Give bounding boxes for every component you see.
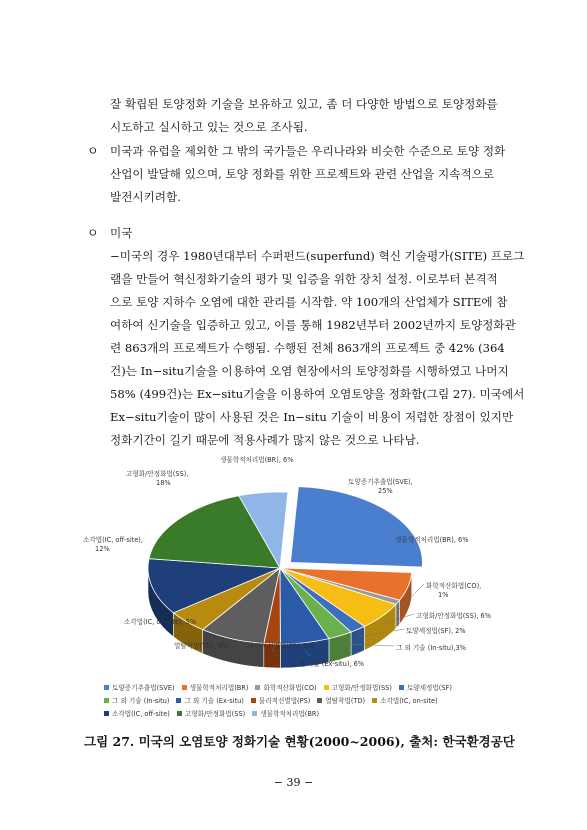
legend-swatch-icon xyxy=(176,698,181,703)
legend-label: 고형화/안정화법(SS) xyxy=(331,684,392,692)
paragraph-line: 정화기간이 길기 때문에 적용사례가 많지 않은 것으로 나타남. xyxy=(110,433,420,447)
legend-label: 그 외 기술 (In-situ) xyxy=(112,697,170,705)
slice-label: 생물학적처리법(BR), 6% xyxy=(395,536,469,544)
paragraph-line: 으로 토양 지하수 오염에 대한 관리를 시작함. 약 100개의 산업체가 SITE에 참 xyxy=(110,295,508,309)
legend-swatch-icon xyxy=(104,698,109,703)
legend-row xyxy=(104,682,459,695)
legend-swatch-icon xyxy=(255,685,260,690)
legend-item xyxy=(104,682,175,692)
paragraph-line: 산업이 발달해 있으며, 토양 정화를 위한 프로젝트와 관련 산업을 지속적으로 xyxy=(110,167,495,181)
legend-row xyxy=(104,708,459,721)
pie-slice xyxy=(290,487,422,567)
slice-label: 화학적산화법(CO), 1% xyxy=(426,582,482,599)
legend-swatch-icon xyxy=(399,685,404,690)
slice-label: 물리적선별법(PS), 2% xyxy=(248,642,315,650)
legend-label: 토양세정법(SF) xyxy=(406,684,452,692)
slice-label: 소각법(IC, off-site), 12% xyxy=(83,536,143,553)
legend-swatch-icon xyxy=(317,698,322,703)
legend-row xyxy=(104,695,459,708)
legend-swatch-icon xyxy=(252,711,257,716)
legend-item xyxy=(177,708,245,718)
legend-item xyxy=(182,682,249,692)
paragraph-line: −미국의 경우 1980년대부터 수퍼펀드(superfund) 혁신 기술평가(SITE) 프로그 xyxy=(110,249,525,263)
legend-label: 생물학적처리법(BR) xyxy=(189,684,249,692)
legend-label: 토양증기추출법(SVE) xyxy=(112,684,175,692)
slice-label: 생물학적처리법(BR), 6% xyxy=(220,456,294,464)
legend-label: 생물학적처리법(BR) xyxy=(260,710,320,718)
legend-swatch-icon xyxy=(251,698,256,703)
paragraph-line: 시도하고 실시하고 있는 것으로 조사됨. xyxy=(110,120,308,134)
bullet-circle-icon: ㅇ xyxy=(87,226,99,240)
paragraph-line: 램을 만들어 혁신정화기술의 평가 및 입증을 위한 장치 설정. 이로부터 본격적 xyxy=(110,272,498,286)
slice-label: 열탈착법(TD), 8% xyxy=(174,642,229,650)
paragraph-line: 련 863개의 프로젝트가 수행됨. 수행된 전체 863개의 프로젝트 중 42% (364 xyxy=(110,341,505,355)
legend-item xyxy=(252,708,319,718)
legend-label: 그 외 기술 (Ex-situ) xyxy=(184,697,244,705)
section-heading: 미국 xyxy=(110,226,133,240)
figure-caption: 그림 27. 미국의 오염토양 정화기술 현황(2000~2006), 출처: 한국환경공단 xyxy=(84,734,515,749)
slice-label: 그 외 기술 (In-situ),3% xyxy=(396,644,467,652)
slice-label: 소각법(IC, on-site), 5% xyxy=(124,618,197,626)
legend-label: 열탈착법(TD) xyxy=(325,697,366,705)
legend-label: 화학적산화법(CO) xyxy=(263,684,317,692)
legend-swatch-icon xyxy=(104,685,109,690)
legend-swatch-icon xyxy=(104,711,109,716)
paragraph-line: 미국과 유럽을 제외한 그 밖의 국가들은 우리나라와 비슷한 수준으로 토양 정화 xyxy=(110,144,506,158)
paragraph-line: 건)는 In−situ기술을 이용하여 오염 현장에서의 토양정화를 시행하였고 나머지 xyxy=(110,364,509,378)
paragraph-line: 발전시키려함. xyxy=(110,190,181,204)
slice-label: 고형화/안정화법(SS), 6% xyxy=(416,612,491,620)
legend-swatch-icon xyxy=(372,698,377,703)
paragraph-line: Ex−situ기술이 많이 사용된 것은 In−situ 기술이 비용이 저렴한 장점이 있지만 xyxy=(110,410,514,424)
legend-item xyxy=(399,682,452,692)
page-number: − 39 − xyxy=(273,776,314,789)
slice-label: 그 외 기술 (Ex-situ), 6% xyxy=(290,660,365,668)
legend-item xyxy=(251,695,311,705)
legend-label: 고형화/안정화법(SS) xyxy=(184,710,246,718)
paragraph-line: 58% (499건)는 Ex−situ기술을 이용하여 오염토양을 정화함(그림 27). 미국에서 xyxy=(110,387,525,401)
legend-item xyxy=(324,682,392,692)
legend-label: 소각법(IC, on-site) xyxy=(380,697,438,705)
chart-legend xyxy=(104,682,459,721)
paragraph-line: 여하여 신기술을 입증하고 있고, 이를 통해 1982년부터 2002년까지 토양정화관 xyxy=(110,318,516,332)
slice-label: 고형화/안정화법(SS), 18% xyxy=(126,470,189,487)
legend-swatch-icon xyxy=(324,685,329,690)
slice-label: 토양세정법(SF), 2% xyxy=(406,627,466,635)
legend-swatch-icon xyxy=(177,711,182,716)
legend-item xyxy=(255,682,316,692)
slice-label: 토양증기추출법(SVE), 25% xyxy=(348,478,413,495)
paragraph-line: 잘 확립된 토양정화 기술을 보유하고 있고, 좀 더 다양한 방법으로 토양정화를 xyxy=(110,97,498,111)
legend-item xyxy=(372,695,438,705)
legend-item xyxy=(104,708,170,718)
legend-swatch-icon xyxy=(182,685,187,690)
legend-item xyxy=(104,695,169,705)
legend-item xyxy=(317,695,365,705)
bullet-circle-icon: ㅇ xyxy=(87,144,99,158)
legend-item xyxy=(176,695,243,705)
legend-label: 소각법(IC, off-site) xyxy=(112,710,170,718)
legend-label: 물리적선별법(PS) xyxy=(258,697,311,705)
